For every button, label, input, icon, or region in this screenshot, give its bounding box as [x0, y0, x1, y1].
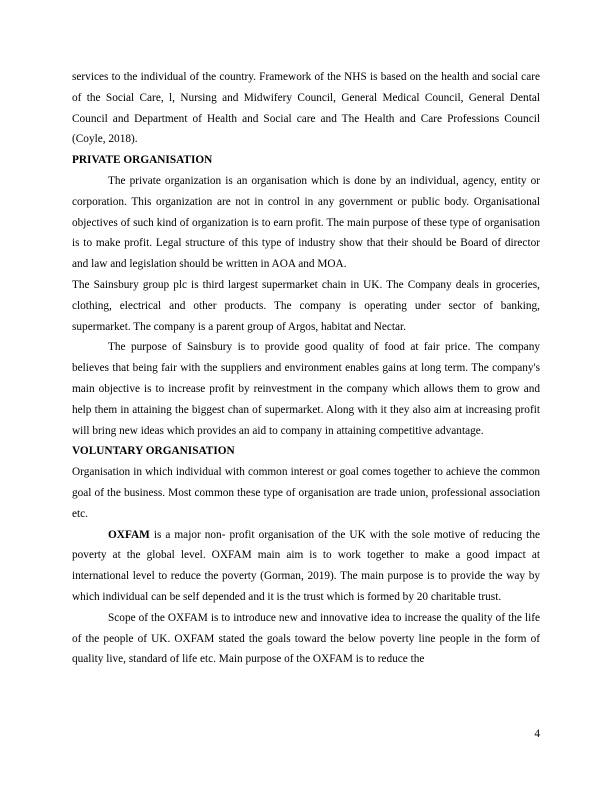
page-number: 4	[534, 728, 540, 740]
voluntary-organisation-paragraph: Organisation in which individual with common interest or goal comes together to achieve the common goal of the business. Most common these type of organisation are trade union, professional association etc.	[72, 466, 540, 520]
page-body	[72, 67, 540, 670]
oxfam-scope-paragraph: Scope of the OXFAM is to introduce new and innovative idea to increase the quality of the life of the people of UK. OXFAM stated the goals toward the below poverty line people in the form of quality live, standard of life etc. Main purpose of the OXFAM is to reduce the	[72, 611, 540, 666]
voluntary-organisation-heading: VOLUNTARY ORGANISATION	[72, 445, 235, 458]
oxfam-name: OXFAM	[108, 528, 150, 541]
private-organisation-paragraph: The private organization is an organisation which is done by an individual, agency, entity or corporation. This organization are not in control in any government or public body. Organisational objectives of such kind of organization is to earn profit. The main purpose of these type of organisation is to make profit. Legal structure of this type of industry show that their should be Board of director and law and legislation should be written in AOA and MOA.	[72, 174, 540, 271]
sainsbury-intro-paragraph: The Sainsbury group plc is third largest supermarket chain in UK. The Company deals in groceries, clothing, electrical and other products. The company is operating under sector of banking, supermarket. The company is a parent group of Argos, habitat and Nectar.	[72, 278, 540, 333]
oxfam-intro-paragraph	[72, 525, 540, 608]
oxfam-intro-text: is a major non- profit organisation of the UK with the sole motive of reducing the poverty at the global level. OXFAM main aim is to work together to make a good impact at international level to reduce the poverty (Gorman, 2019). The main purpose is to provide the way by which individual can be self depended and it is the trust which is formed by 20 charitable trust.	[72, 528, 540, 603]
sainsbury-purpose-paragraph: The purpose of Sainsbury is to provide good quality of food at fair price. The company believes that being fair with the suppliers and environment enables gains at long term. The company's main objective is to increase profit by reinvestment in the company which allows them to grow and help them in attaining the biggest chan of supermarket. Along with it they also aim at increasing profit will bring new ideas which provides an aid to company in attaining competitive advantage.	[72, 341, 540, 437]
private-organisation-heading: PRIVATE ORGANISATION	[72, 154, 213, 167]
nhs-continued-paragraph: services to the individual of the country. Framework of the NHS is based on the health and social care of the Social Care, l, Nursing and Midwifery Council, General Medical Council, General Dental Council and Department of Health and Social care and The Health and Care Professions Council (Coyle, 2018).	[72, 71, 540, 146]
